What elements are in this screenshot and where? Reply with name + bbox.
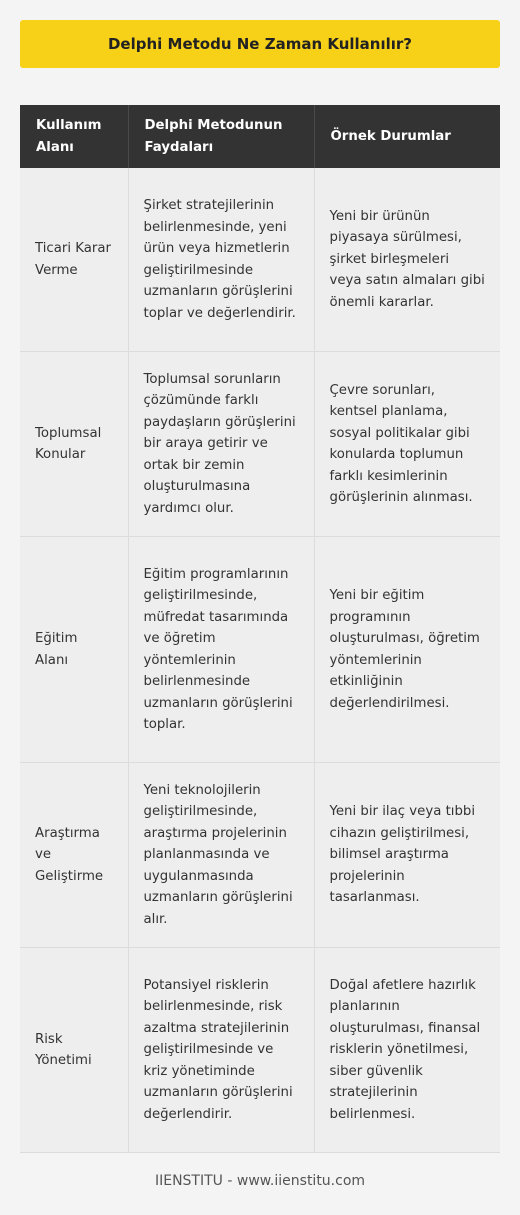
table-row xyxy=(20,763,500,948)
benefit-cell: Şirket stratejilerinin belirlenmesinde, yeni ürün veya hizmetlerin geliştirilmesinde uzmanların görüşlerini toplar ve değerlendirir. xyxy=(128,168,314,352)
table-row xyxy=(20,352,500,537)
usage-area-cell: Eğitim Alanı xyxy=(20,537,128,763)
table-header-row xyxy=(20,105,500,168)
usage-area-cell: Ticari Karar Verme xyxy=(20,168,128,352)
benefit-cell: Toplumsal sorunların çözümünde farklı paydaşların görüşlerini bir araya getirir ve ortak bir zemin oluşturulmasına yardımcı olur. xyxy=(128,352,314,537)
benefit-cell: Eğitim programlarının geliştirilmesinde, müfredat tasarımında ve öğretim yöntemlerinin belirlenmesinde uzmanların görüşlerini toplar. xyxy=(128,537,314,763)
header-examples: Örnek Durumlar xyxy=(314,105,500,168)
example-cell: Çevre sorunları, kentsel planlama, sosyal politikalar gibi konularda toplumun farklı kesimlerinin görüşlerinin alınması. xyxy=(314,352,500,537)
usage-table xyxy=(20,105,500,1153)
example-cell: Yeni bir ürünün piyasaya sürülmesi, şirket birleşmeleri veya satın almaları gibi önemli kararlar. xyxy=(314,168,500,352)
example-cell: Yeni bir ilaç veya tıbbi cihazın geliştirilmesi, bilimsel araştırma projelerinin tasarlanması. xyxy=(314,763,500,948)
table-row xyxy=(20,948,500,1153)
header-usage-area: Kullanım Alanı xyxy=(20,105,128,168)
benefit-cell: Potansiyel risklerin belirlenmesinde, risk azaltma stratejilerinin geliştirilmesinde ve kriz yönetiminde uzmanların görüşlerini değerlendirir. xyxy=(128,948,314,1153)
page-title: Delphi Metodu Ne Zaman Kullanılır? xyxy=(20,20,500,68)
header-benefits: Delphi Metodunun Faydaları xyxy=(128,105,314,168)
table-row xyxy=(20,168,500,352)
usage-area-cell: Risk Yönetimi xyxy=(20,948,128,1153)
footer-credit: IIENSTITU - www.iienstitu.com xyxy=(154,1173,366,1189)
usage-area-cell: Araştırma ve Geliştirme xyxy=(20,763,128,948)
usage-area-cell: Toplumsal Konular xyxy=(20,352,128,537)
table-row xyxy=(20,537,500,763)
example-cell: Yeni bir eğitim programının oluşturulması, öğretim yöntemlerinin etkinliğinin değerlendirilmesi. xyxy=(314,537,500,763)
example-cell: Doğal afetlere hazırlık planlarının oluşturulması, finansal risklerin yönetilmesi, siber güvenlik stratejilerinin belirlenmesi. xyxy=(314,948,500,1153)
benefit-cell: Yeni teknolojilerin geliştirilmesinde, araştırma projelerinin planlanmasında ve uygulanmasında uzmanların görüşlerini alır. xyxy=(128,763,314,948)
